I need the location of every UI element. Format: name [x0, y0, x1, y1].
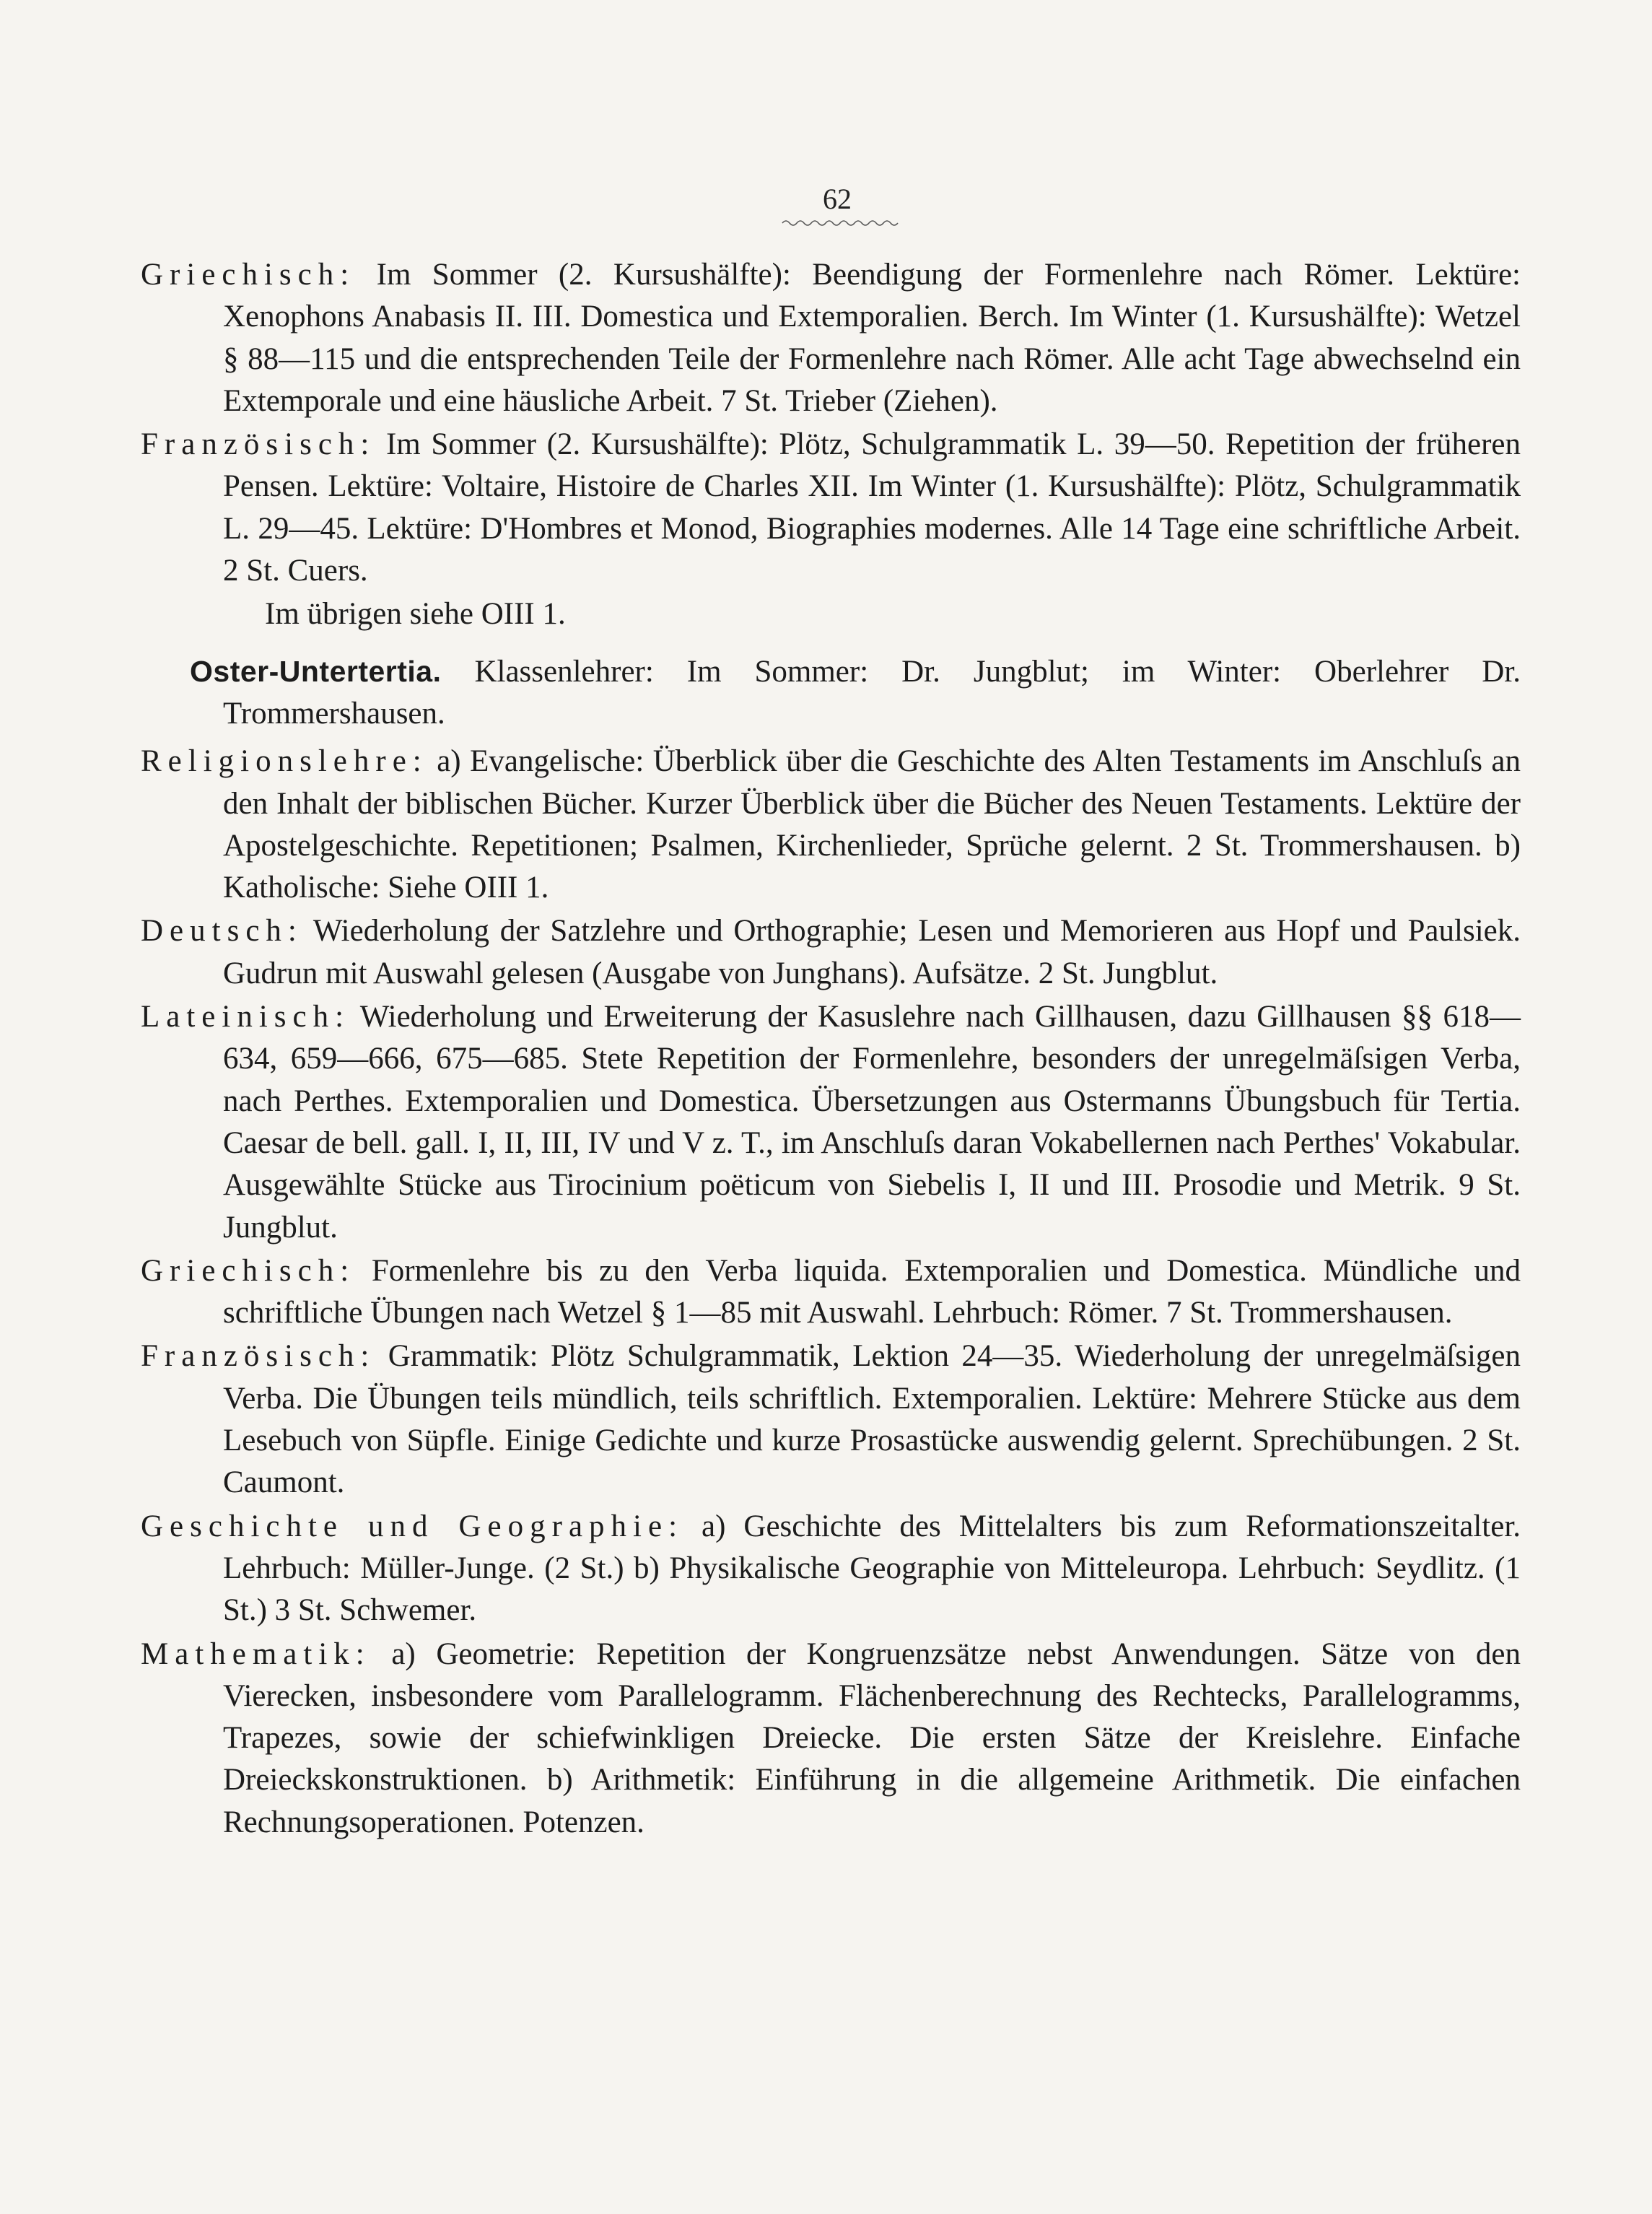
subject-entry-deutsch	[141, 910, 1521, 995]
subject-description: a) Geometrie: Repetition der Kongruenzsätze nebst Anwendungen. Sätze von den Vierecken, insbesondere vom Parallelogramm. Flächenberechnung des Rechtecks, Parallelogramms, Trapezes, sowie der schiefwinkligen Dreiecke. Die ersten Sätze der Kreislehre. Einfache Dreieckskonstruktionen. b) Arithmetik: Einführung in die allgemeine Arithmetik. Die einfachen Rechnungsoperationen. Potenzen.	[223, 1636, 1521, 1839]
subject-label: Griechisch:	[141, 258, 356, 292]
subject-entry-religionslehre	[141, 741, 1521, 909]
subject-entry-griechisch-upper	[141, 254, 1521, 422]
subject-label: Geschichte und Geographie:	[141, 1509, 684, 1543]
section-title: Oster-Untertertia.	[190, 654, 442, 688]
section-description: Klassenlehrer: Im Sommer: Dr. Jungblut; im Winter: Oberlehrer Dr. Trommershausen.	[223, 654, 1521, 731]
subject-description: Grammatik: Plötz Schulgrammatik, Lektion 24—35. Wiederholung der unregelmäſsigen Verba. Die Übungen teils mündlich, teils schriftlich. Extemporalien. Lektüre: Mehrere Stücke aus dem Lesebuch von Süpfle. Einige Gedichte und kurze Prosastücke auswendig gelernt. Sprechübungen. 2 St. Caumont.	[223, 1339, 1521, 1500]
subject-description: Im Sommer (2. Kursushälfte): Plötz, Schulgrammatik L. 39—50. Repetition der früheren Pensen. Lektüre: Voltaire, Histoire de Charles XII. Im Winter (1. Kursushälfte): Plötz, Schulgrammatik L. 29—45. Lektüre: D'Hombres et Monod, Biographies modernes. Alle 14 Tage eine schriftliche Arbeit. 2 St. Cuers.	[223, 427, 1521, 588]
subject-label: Französisch:	[141, 427, 376, 462]
subject-label: Religionslehre:	[141, 744, 428, 779]
subject-description: Wiederholung und Erweiterung der Kasuslehre nach Gillhausen, dazu Gillhausen §§ 618—634, 659—666, 675—685. Stete Repetition der Formenlehre, besonders der unregelmäſsigen Verba, nach Perthes. Extemporalien und Domestica. Übersetzungen aus Ostermanns Übungsbuch für Tertia. Caesar de bell. gall. I, II, III, IV und V z. T., im Anschluſs daran Vokabellernen nach Perthes' Vokabular. Ausgewählte Stücke aus Tirocinium poëticum von Siebelis I, II und III. Prosodie und Metrik. 9 St. Jungblut.	[223, 1000, 1521, 1245]
subject-entry-franzoesisch-upper	[141, 424, 1521, 592]
body-text	[141, 254, 1521, 1845]
subject-description: Formenlehre bis zu den Verba liquida. Extemporalien und Domestica. Mündliche und schriftliche Übungen nach Wetzel § 1—85 mit Auswahl. Lehrbuch: Römer. 7 St. Trommershausen.	[223, 1253, 1521, 1330]
class-section-header	[141, 650, 1521, 736]
subject-description: a) Geschichte des Mittelalters bis zum Reformationszeitalter. Lehrbuch: Müller-Junge. (2 St.) b) Physikalische Geographie von Mitteleuropa. Lehrbuch: Seydlitz. (1 St.) 3 St. Schwemer.	[223, 1509, 1521, 1628]
subject-description: Wiederholung der Satzlehre und Orthographie; Lesen und Memorieren aus Hopf und Paulsiek. Gudrun mit Auswahl gelesen (Ausgabe von Junghans). Aufsätze. 2 St. Jungblut.	[223, 914, 1521, 990]
entry-continuation: Im übrigen siehe OIII 1.	[265, 597, 566, 632]
subject-label: Lateinisch:	[141, 1000, 351, 1034]
subject-description: Im Sommer (2. Kursushälfte): Beendigung der Formenlehre nach Römer. Lektüre: Xenophons Anabasis II. III. Domestica und Extemporalien. Berch. Im Winter (1. Kursushälfte): Wetzel § 88—115 und die entsprechenden Teile der Formenlehre nach Römer. Alle acht Tage abwechselnd ein Extemporale und eine häusliche Arbeit. 7 St. Trieber (Ziehen).	[223, 258, 1521, 418]
subject-label: Griechisch:	[141, 1253, 356, 1288]
subject-label: Mathematik:	[141, 1636, 371, 1671]
decorative-wavy-rule	[781, 218, 900, 228]
subject-entry-griechisch	[141, 1250, 1521, 1335]
subject-description: a) Evangelische: Überblick über die Geschichte des Alten Testaments im Anschluſs an den Inhalt der biblischen Bücher. Kurzer Überblick über die Bücher des Neuen Testaments. Lektüre der Apostelgeschichte. Repetitionen; Psalmen, Kirchenlieder, Sprüche gelernt. 2 St. Trommershausen. b) Katholische: Siehe OIII 1.	[223, 744, 1521, 905]
page-number: 62	[823, 183, 852, 215]
subject-label: Deutsch:	[141, 914, 303, 949]
subject-label: Französisch:	[141, 1339, 376, 1374]
subject-entry-franzoesisch	[141, 1335, 1521, 1504]
subject-entry-geschichte-geographie	[141, 1506, 1521, 1632]
subject-entry-mathematik	[141, 1634, 1521, 1844]
subject-entry-lateinisch	[141, 996, 1521, 1249]
